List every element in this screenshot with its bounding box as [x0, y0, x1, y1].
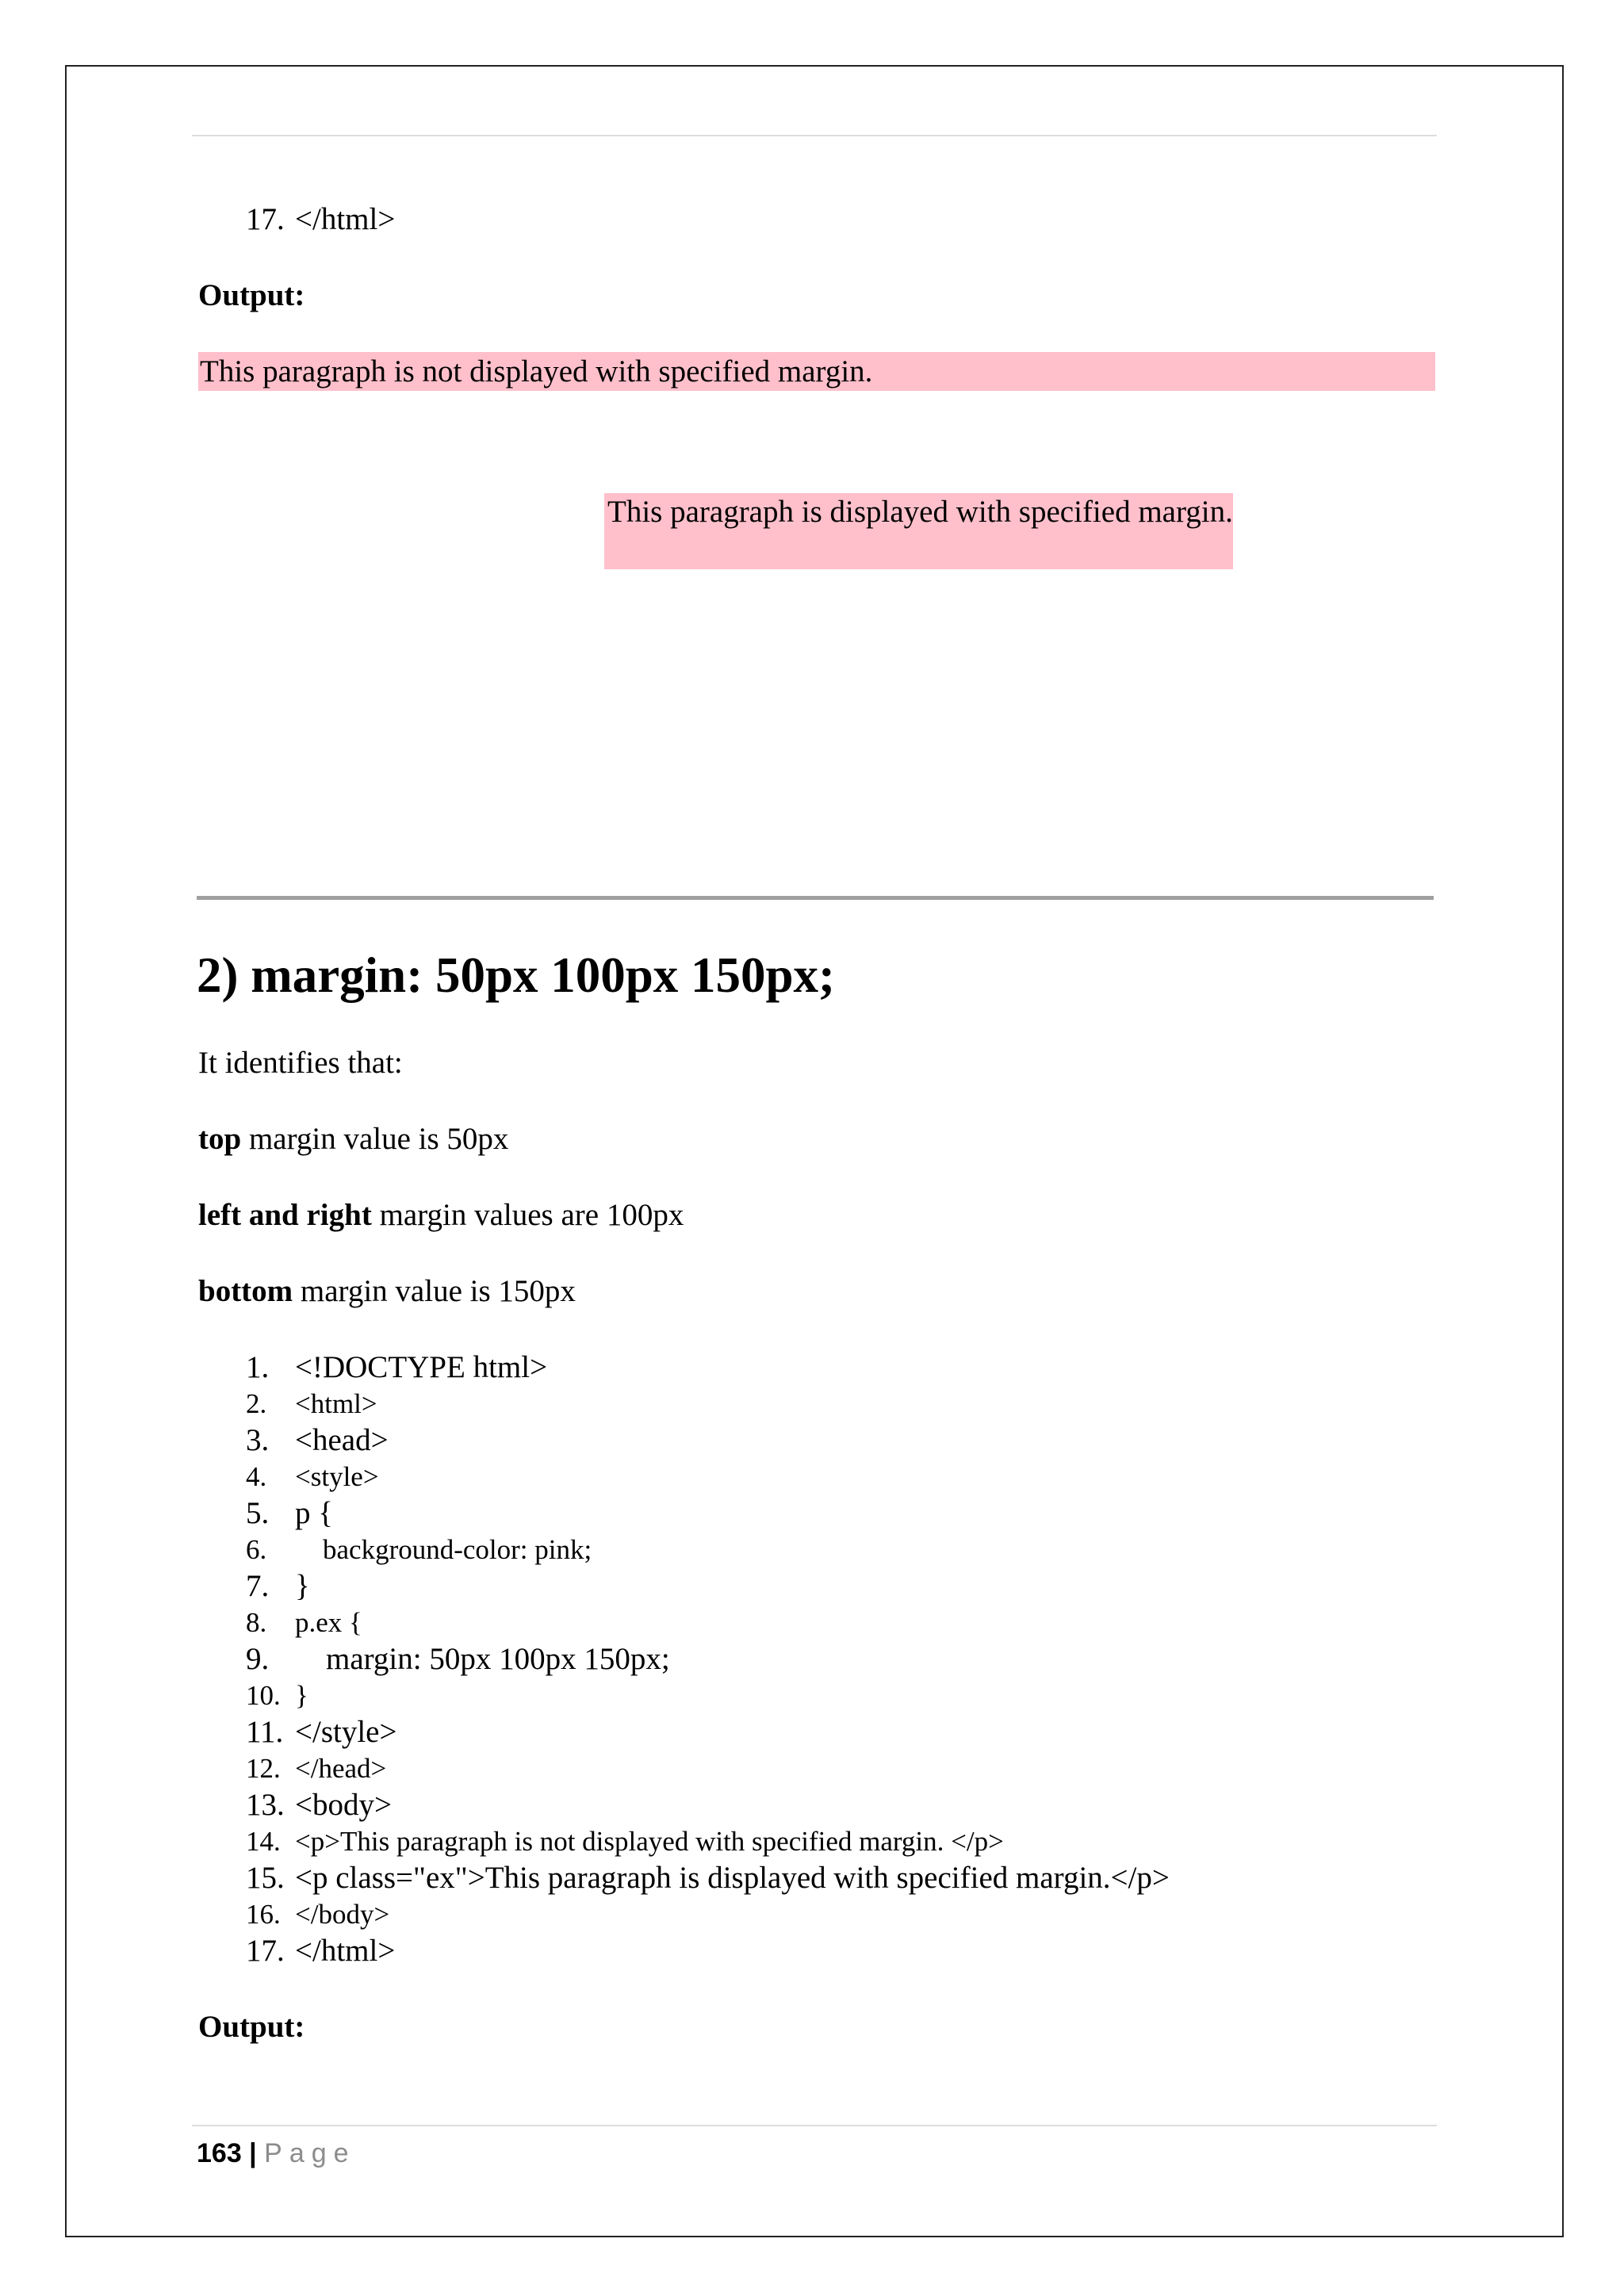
code-line: [246, 1823, 1004, 1860]
code-line-number: 10.: [246, 1680, 281, 1711]
code-line-text: margin: 50px 100px 150px;: [295, 1642, 670, 1676]
code-line-number: 5.: [246, 1496, 270, 1530]
demo-paragraph-with-margin: This paragraph is displayed with specified margin.: [604, 493, 1233, 569]
code-line-text: background-color: pink;: [295, 1534, 592, 1565]
section-heading: 2) margin: 50px 100px 150px;: [197, 947, 836, 1003]
code-line-text: </html>: [295, 202, 396, 236]
intro-text: It identifies that:: [198, 1046, 403, 1080]
footer-rule: [192, 2125, 1437, 2126]
code-line-number: 17.: [246, 202, 285, 236]
output-label: Output:: [198, 278, 305, 312]
code-line-text: p {: [295, 1496, 333, 1530]
code-line-text: </html>: [295, 1934, 396, 1968]
code-line-number: 14.: [246, 1826, 281, 1857]
output-label: Output:: [198, 2010, 305, 2044]
margin-item-desc: margin value is 150px: [293, 1274, 576, 1308]
margin-item-term: top: [198, 1122, 242, 1156]
code-line: [246, 1422, 389, 1459]
footer-separator: |: [241, 2138, 265, 2168]
code-line-number: 16.: [246, 1899, 281, 1930]
code-line-text: <p>This paragraph is not displayed with specified margin. </p>: [295, 1826, 1004, 1857]
code-line: [246, 1714, 396, 1751]
code-line: [246, 1349, 547, 1386]
code-line: [246, 1678, 308, 1714]
code-line-text: <body>: [295, 1788, 392, 1822]
code-line-text: </style>: [295, 1715, 397, 1749]
code-line: [246, 1532, 592, 1568]
code-line: [246, 1787, 392, 1823]
code-line-number: 12.: [246, 1753, 281, 1784]
code-line-top: [246, 201, 395, 238]
code-line: [246, 1751, 386, 1787]
code-line-number: 2.: [246, 1388, 267, 1419]
code-line-text: }: [295, 1680, 308, 1711]
section-divider: [197, 896, 1434, 900]
margin-item-term: left and right: [198, 1198, 372, 1232]
code-line-number: 1.: [246, 1350, 270, 1384]
code-line: [246, 1933, 395, 1969]
margin-item-desc: margin value is 50px: [241, 1122, 509, 1156]
margin-item-left-right: [198, 1197, 684, 1234]
code-line-text: }: [295, 1569, 310, 1603]
code-line-number: 6.: [246, 1534, 267, 1565]
code-line-number: 8.: [246, 1607, 267, 1638]
code-line-text: </body>: [295, 1899, 390, 1930]
code-line: [246, 1860, 1170, 1896]
code-line: [246, 1568, 310, 1605]
code-line-text: <head>: [295, 1423, 389, 1457]
code-line-text: <!DOCTYPE html>: [295, 1350, 548, 1384]
code-line-text: <p class="ex">This paragraph is displayed with specified margin.</p>: [295, 1861, 1170, 1895]
demo-paragraph-no-margin: This paragraph is not displayed with specified margin.: [198, 352, 1435, 391]
code-line: [246, 1896, 389, 1933]
margin-item-bottom: [198, 1273, 576, 1310]
margin-item-desc: margin values are 100px: [371, 1198, 684, 1232]
code-line: [246, 1386, 377, 1422]
footer-page-word: Page: [264, 2138, 356, 2168]
margin-item-top: [198, 1121, 508, 1158]
header-rule: [192, 135, 1437, 136]
margin-item-term: bottom: [198, 1274, 293, 1308]
code-line-number: 7.: [246, 1569, 270, 1603]
code-line-text: </head>: [295, 1753, 387, 1784]
code-line-number: 17.: [246, 1934, 285, 1968]
code-line-text: <html>: [295, 1388, 377, 1419]
code-line: [246, 1459, 379, 1495]
code-line-number: 11.: [246, 1715, 284, 1749]
page-number: 163: [197, 2138, 242, 2168]
code-line: [246, 1495, 333, 1532]
code-line-number: 9.: [246, 1642, 270, 1676]
code-line-number: 13.: [246, 1788, 285, 1822]
code-line-text: <style>: [295, 1461, 379, 1492]
code-line-number: 4.: [246, 1461, 267, 1492]
code-line-number: 3.: [246, 1423, 270, 1457]
code-line: [246, 1641, 670, 1678]
code-line: [246, 1605, 362, 1641]
code-line-number: 15.: [246, 1861, 285, 1895]
code-line-text: p.ex {: [295, 1607, 362, 1638]
page-footer: [197, 2136, 356, 2171]
